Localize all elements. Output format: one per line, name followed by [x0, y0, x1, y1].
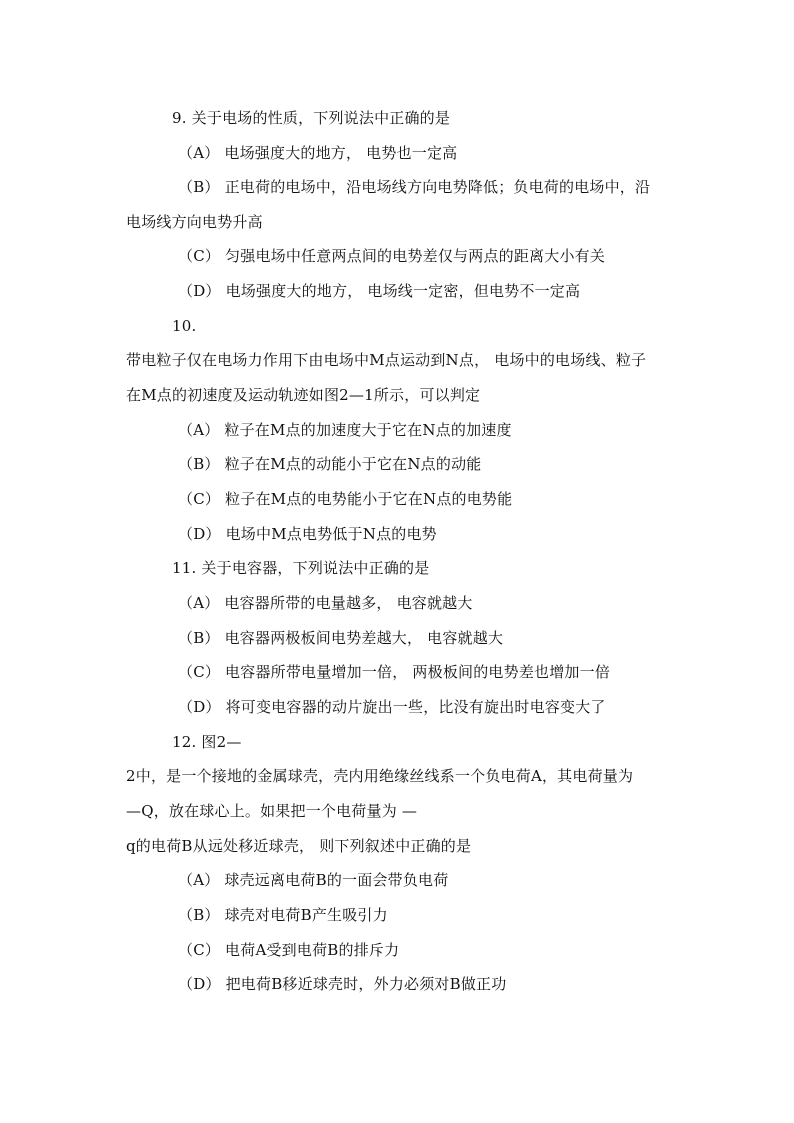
q9-option-a: （A） 电场强度大的地方， 电势也一定高 [178, 144, 458, 162]
q12-number: 12. 图2— [172, 733, 242, 751]
q10-stem-line2: 在M点的初速度及运动轨迹如图2—1所示，可以判定 [126, 386, 481, 404]
q11-option-c: （C） 电容器所带电量增加一倍， 两极板间的电势差也增加一倍 [178, 663, 611, 681]
q11-option-a: （A） 电容器所带的电量越多， 电容就越大 [178, 594, 473, 612]
q12-option-d: （D） 把电荷B移近球壳时，外力必须对B做正功 [178, 975, 507, 993]
q9-option-b-line2: 电场线方向电势升高 [126, 213, 263, 231]
q10-number: 10. [172, 317, 197, 335]
q9-option-b-line1: （B） 正电荷的电场中，沿电场线方向电势降低；负电荷的电场中，沿 [178, 178, 651, 196]
q12-option-c: （C） 电荷A受到电荷B的排斥力 [178, 941, 400, 959]
q9-option-c: （C） 匀强电场中任意两点间的电势差仅与两点的距离大小有关 [178, 247, 606, 265]
q11-option-d: （D） 将可变电容器的动片旋出一些，比没有旋出时电容变大了 [178, 698, 606, 716]
q9-stem: 9. 关于电场的性质，下列说法中正确的是 [172, 109, 451, 127]
q12-stem-line3: q的电荷B从远处移近球壳， 则下列叙述中正确的是 [126, 837, 472, 855]
q10-stem-line1: 带电粒子仅在电场力作用下由电场中M点运动到N点， 电场中的电场线、粒子 [126, 351, 647, 369]
q10-option-d: （D） 电场中M点电势低于N点的电势 [178, 525, 437, 543]
q12-stem-line1: 2中，是一个接地的金属球壳，壳内用绝缘丝线系一个负电荷A，其电荷量为 [126, 767, 634, 785]
q12-option-a: （A） 球壳远离电荷B的一面会带负电荷 [178, 871, 449, 889]
q12-stem-line2: —Q，放在球心上。如果把一个电荷量为 — [126, 802, 418, 820]
q10-option-c: （C） 粒子在M点的电势能小于它在N点的电势能 [178, 490, 513, 508]
q10-option-a: （A） 粒子在M点的加速度大于它在N点的加速度 [178, 421, 512, 439]
q9-option-d: （D） 电场强度大的地方， 电场线一定密，但电势不一定高 [178, 282, 581, 300]
q12-option-b: （B） 球壳对电荷B产生吸引力 [178, 906, 388, 924]
q10-option-b: （B） 粒子在M点的动能小于它在N点的动能 [178, 455, 482, 473]
q11-stem: 11. 关于电容器，下列说法中正确的是 [172, 559, 430, 577]
q11-option-b: （B） 电容器两极板间电势差越大， 电容就越大 [178, 629, 504, 647]
